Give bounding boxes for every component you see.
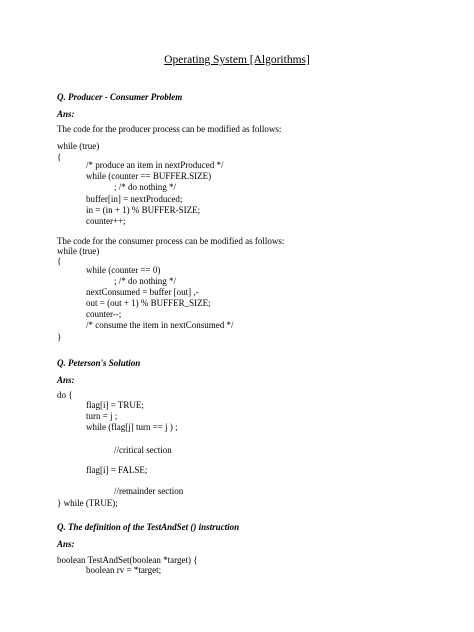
code-line: in = (in + 1) % BUFFER-SIZE;	[86, 205, 201, 215]
code-line: turn = j ;	[86, 411, 118, 421]
code-line: //remainder section	[114, 486, 184, 496]
code-line: buffer[in] = nextProduced;	[86, 194, 183, 204]
question-producer-consumer: Q. Producer - Consumer Problem	[57, 92, 183, 102]
ans-label: Ans:	[57, 109, 75, 119]
code-line: out = (out + 1) % BUFFER_SIZE;	[86, 298, 211, 308]
code-line: flag[i] = FALSE;	[86, 465, 148, 475]
code-line: boolean TestAndSet(boolean *target) {	[57, 555, 198, 565]
code-line: counter--;	[86, 309, 122, 319]
code-line: //critical section	[114, 445, 172, 455]
code-line: }	[57, 332, 62, 342]
ans-label: Ans:	[57, 375, 75, 385]
code-line: /* consume the item in nextConsumed */	[86, 320, 234, 330]
code-line: while (true)	[57, 246, 100, 256]
code-line: {	[57, 152, 62, 162]
consumer-intro: The code for the consumer process can be modified as follows:	[57, 236, 285, 246]
code-line: counter++;	[86, 216, 126, 226]
code-line: nextConsumed = buffer [out] ,-	[86, 287, 199, 297]
code-line: while (true)	[57, 141, 100, 151]
producer-intro: The code for the producer process can be modified as follows:	[57, 124, 282, 134]
code-line: while (counter == 0)	[86, 265, 161, 275]
code-line: {	[57, 256, 62, 266]
question-testandset: Q. The definition of the TestAndSet () instruction	[57, 522, 240, 532]
code-line: ; /* do nothing */	[114, 182, 177, 192]
code-line: flag[i] = TRUE;	[86, 400, 144, 410]
code-line: ; /* do nothing */	[114, 276, 177, 286]
code-line: /* produce an item in nextProduced */	[86, 160, 224, 170]
code-line: while (counter == BUFFER.SIZE)	[86, 171, 212, 181]
ans-label: Ans:	[57, 539, 75, 549]
code-line: boolean rv = *target;	[86, 565, 162, 575]
code-line: while (flag[j] turn == j ) ;	[86, 422, 178, 432]
code-line: } while (TRUE);	[57, 498, 118, 508]
code-line: do {	[57, 390, 73, 400]
question-peterson: Q. Peterson's Solution	[57, 358, 141, 368]
page-title: Operating System [Algorithms]	[164, 54, 310, 66]
